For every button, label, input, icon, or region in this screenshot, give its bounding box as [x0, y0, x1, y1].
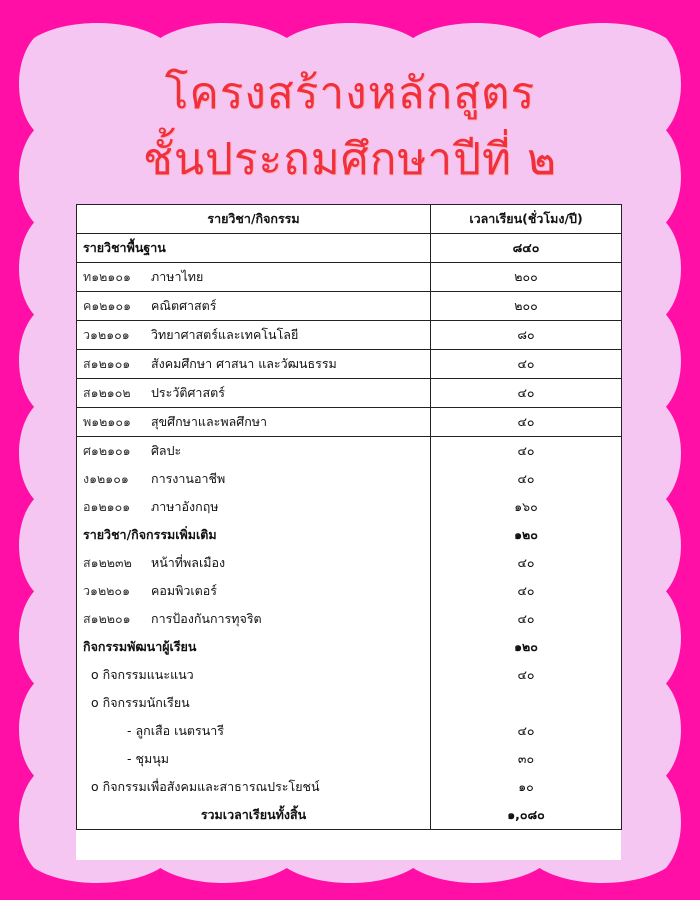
subject-code: ง๑๒๑๐๑: [83, 471, 129, 486]
subject-cell: [77, 717, 431, 745]
subject-label: ภาษาไทย: [151, 269, 204, 284]
table-row: [77, 773, 622, 801]
table-row: [77, 408, 622, 437]
table-row: [77, 234, 622, 263]
subject-label: วิทยาศาสตร์และเทคโนโลยี: [151, 327, 299, 342]
curriculum-table-panel: [76, 204, 621, 860]
subject-cell: [77, 263, 431, 292]
subject-label: คณิตศาสตร์: [151, 298, 217, 313]
hours-cell: [431, 689, 622, 717]
subject-label: - ลูกเสือ เนตรนารี: [127, 723, 225, 738]
subject-label: ศิลปะ: [151, 443, 182, 458]
subject-cell: [77, 745, 431, 773]
hours-cell: ๑๖๐: [431, 493, 622, 521]
subject-cell: [77, 234, 431, 263]
subject-code: ส๑๒๑๐๒: [83, 385, 131, 400]
subject-code: ส๑๒๒๓๒: [83, 555, 132, 570]
hours-cell: ๔๐: [431, 661, 622, 689]
subject-code: ส๑๒๒๐๑: [83, 611, 131, 626]
table-row: [77, 493, 622, 521]
subject-cell: [77, 437, 431, 466]
table-row: [77, 661, 622, 689]
subject-label: หน้าที่พลเมือง: [151, 555, 226, 570]
subject-label: o กิจกรรมแนะแนว: [91, 667, 194, 682]
hours-cell: ๑,๐๘๐: [431, 801, 622, 830]
hours-cell: ๘๐: [431, 321, 622, 350]
table-row: [77, 521, 622, 549]
subject-label: ประวัติศาสตร์: [151, 385, 225, 400]
table-row: [77, 350, 622, 379]
subject-label: สังคมศึกษา ศาสนา และวัฒนธรรม: [151, 356, 337, 371]
subject-cell: [77, 350, 431, 379]
table-row: [77, 801, 622, 830]
subject-cell: [77, 493, 431, 521]
curriculum-table: [76, 204, 622, 830]
subject-code: ค๑๒๑๐๑: [83, 298, 132, 313]
subject-code: ส๑๒๑๐๑: [83, 356, 131, 371]
hours-cell: ๑๐: [431, 773, 622, 801]
table-row: [77, 263, 622, 292]
hours-cell: ๒๐๐: [431, 263, 622, 292]
subject-cell: [77, 549, 431, 577]
subject-cell: [77, 689, 431, 717]
subject-label: - ชุมนุม: [127, 751, 169, 766]
hours-cell: ๘๔๐: [431, 234, 622, 263]
subject-label: การป้องกันการทุจริต: [151, 611, 262, 626]
subject-cell: [77, 292, 431, 321]
hours-cell: ๑๒๐: [431, 521, 622, 549]
subject-code: ศ๑๒๑๐๑: [83, 443, 131, 458]
title-line-1: โครงสร้างหลักสูตร: [164, 68, 536, 119]
subject-code: อ๑๒๑๐๑: [83, 499, 131, 514]
subject-cell: [77, 773, 431, 801]
subject-code: พ๑๒๑๐๑: [83, 414, 131, 429]
subject-cell: [77, 633, 431, 661]
hours-cell: ๔๐: [431, 408, 622, 437]
subject-label: รายวิชาพื้นฐาน: [83, 240, 166, 255]
table-row: [77, 689, 622, 717]
subject-label: รวมเวลาเรียนทั้งสิ้น: [200, 807, 307, 822]
hours-cell: ๓๐: [431, 745, 622, 773]
subject-label: o กิจกรรมเพื่อสังคมและสาธารณประโยชน์: [91, 779, 320, 794]
subject-label: กิจกรรมพัฒนาผู้เรียน: [83, 639, 197, 654]
table-row: [77, 549, 622, 577]
subject-cell: [77, 577, 431, 605]
subject-cell: [77, 465, 431, 493]
header-hours: เวลาเรียน(ชั่วโมง/ปี): [431, 205, 622, 234]
table-row: [77, 292, 622, 321]
table-row: [77, 717, 622, 745]
subject-label: การงานอาชีพ: [151, 471, 226, 486]
subject-label: o กิจกรรมนักเรียน: [91, 695, 190, 710]
subject-cell: [77, 521, 431, 549]
subject-cell: [77, 321, 431, 350]
hours-cell: ๔๐: [431, 577, 622, 605]
title-line-2: ชั้นประถมศึกษาปีที่ ๒: [143, 134, 557, 185]
hours-cell: ๔๐: [431, 465, 622, 493]
table-row: [77, 605, 622, 633]
hours-cell: ๔๐: [431, 437, 622, 466]
subject-label: สุขศึกษาและพลศึกษา: [151, 414, 268, 429]
subject-cell: [77, 408, 431, 437]
table-row: [77, 465, 622, 493]
subject-cell: [77, 801, 431, 830]
hours-cell: ๒๐๐: [431, 292, 622, 321]
hours-cell: ๔๐: [431, 549, 622, 577]
subject-label: รายวิชา/กิจกรรมเพิ่มเติม: [83, 527, 217, 542]
subject-code: ว๑๒๑๐๑: [83, 327, 130, 342]
hours-cell: ๑๒๐: [431, 633, 622, 661]
table-row: [77, 745, 622, 773]
hours-cell: ๔๐: [431, 379, 622, 408]
header-subject: รายวิชา/กิจกรรม: [77, 205, 431, 234]
table-row: [77, 633, 622, 661]
table-row: [77, 379, 622, 408]
subject-cell: [77, 605, 431, 633]
hours-cell: ๔๐: [431, 350, 622, 379]
table-row: [77, 437, 622, 466]
hours-cell: ๔๐: [431, 717, 622, 745]
table-header-row: [77, 205, 622, 234]
table-row: [77, 321, 622, 350]
subject-code: ท๑๒๑๐๑: [83, 269, 131, 284]
table-row: [77, 577, 622, 605]
subject-cell: [77, 379, 431, 408]
subject-cell: [77, 661, 431, 689]
subject-label: ภาษาอังกฤษ: [151, 499, 219, 514]
subject-code: ว๑๒๒๐๑: [83, 583, 130, 598]
hours-cell: ๔๐: [431, 605, 622, 633]
subject-label: คอมพิวเตอร์: [151, 583, 217, 598]
